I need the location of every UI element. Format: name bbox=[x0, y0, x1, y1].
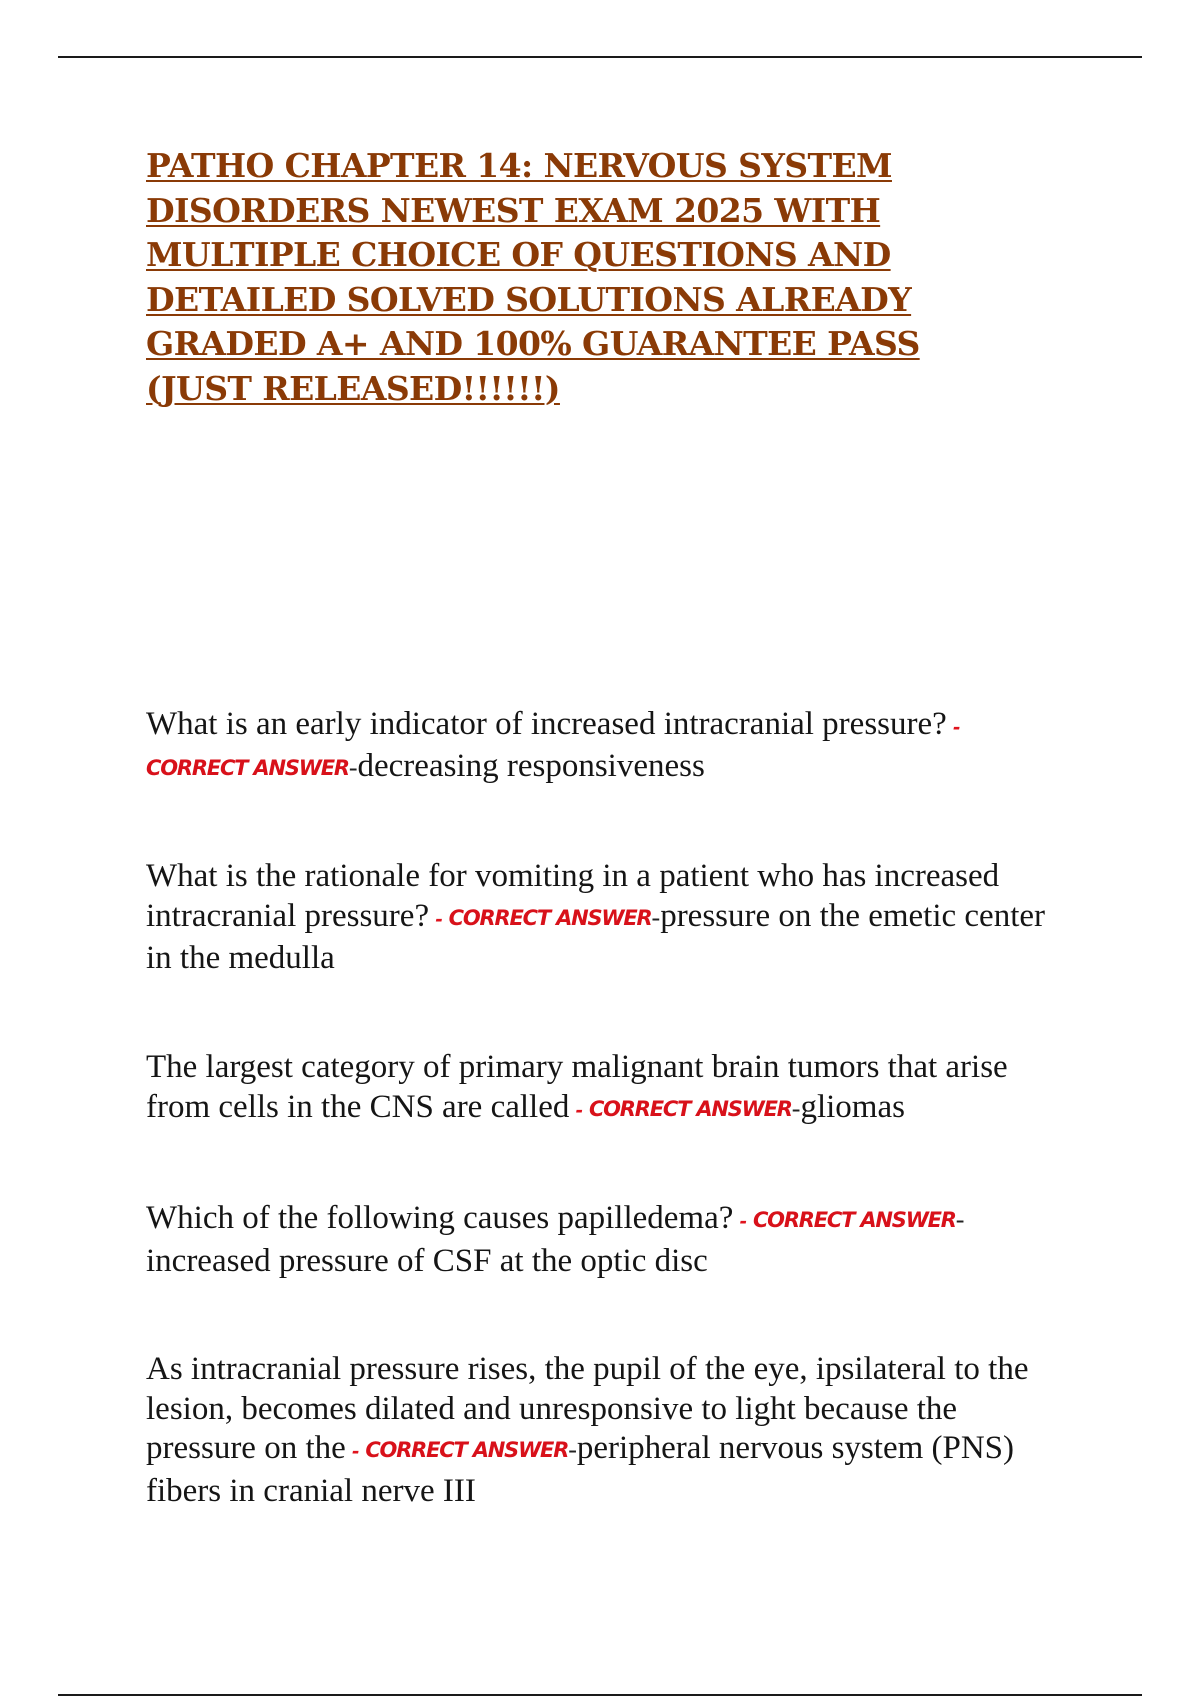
marker-prefix: - bbox=[345, 1438, 366, 1463]
correct-answer-marker: CORRECT ANSWER bbox=[146, 755, 349, 780]
question-text: The largest category of primary malignant brain tumors that arise from cells in the CNS are called bbox=[146, 1049, 1008, 1125]
marker-prefix: - bbox=[429, 905, 449, 931]
question-text: Which of the following causes papilledema? bbox=[146, 1200, 734, 1236]
document-title: PATHO CHAPTER 14: NERVOUS SYSTEM DISORDERS NEWEST EXAM 2025 WITH MULTIPLE CHOICE OF QUESTIONS AND DETAILED SOLVED SOLUTIONS ALREADY GRADED A+ AND 100% GUARANTEE PASS (JUST RELEASED!!!!!!) bbox=[146, 146, 920, 408]
question-text: As intracranial pressure rises, the pupil of the eye, ipsilateral to the lesion, becomes dilated and unresponsive to light because the pressure on the bbox=[146, 1351, 1029, 1466]
qa-item-3 bbox=[146, 1048, 1066, 1130]
answer-text: increased pressure of CSF at the optic disc bbox=[146, 1242, 708, 1279]
qa-item-5 bbox=[146, 1350, 1066, 1511]
question-text: What is an early indicator of increased intracranial pressure? bbox=[146, 706, 947, 742]
correct-answer-marker: CORRECT ANSWER bbox=[752, 1208, 956, 1232]
qa-item-4 bbox=[146, 1199, 1066, 1281]
qa-item-1 bbox=[146, 705, 1066, 789]
marker-suffix: - bbox=[651, 902, 661, 932]
marker-prefix: - bbox=[946, 714, 961, 739]
answer-text: gliomas bbox=[800, 1088, 905, 1125]
top-rule bbox=[58, 56, 1142, 58]
correct-answer-marker: CORRECT ANSWER bbox=[365, 1438, 569, 1462]
marker-prefix: - bbox=[569, 1096, 589, 1122]
marker-suffix: - bbox=[955, 1205, 965, 1234]
marker-prefix: - bbox=[733, 1208, 753, 1233]
correct-answer-marker: CORRECT ANSWER bbox=[588, 1096, 792, 1121]
marker-suffix: - bbox=[348, 752, 358, 782]
answer-text: peripheral nervous system (PNS) fibers in cranial nerve III bbox=[146, 1430, 1015, 1509]
correct-answer-marker: CORRECT ANSWER bbox=[448, 905, 652, 930]
marker-suffix: - bbox=[791, 1093, 801, 1123]
bottom-rule bbox=[58, 1694, 1142, 1696]
answer-text: decreasing responsiveness bbox=[357, 747, 705, 784]
marker-suffix: - bbox=[568, 1435, 577, 1464]
answer-text: pressure on the emetic center in the medulla bbox=[146, 897, 1046, 976]
question-text: What is the rationale for vomiting in a patient who has increased intracranial pressure? bbox=[146, 858, 1000, 934]
qa-item-2 bbox=[146, 857, 1066, 979]
